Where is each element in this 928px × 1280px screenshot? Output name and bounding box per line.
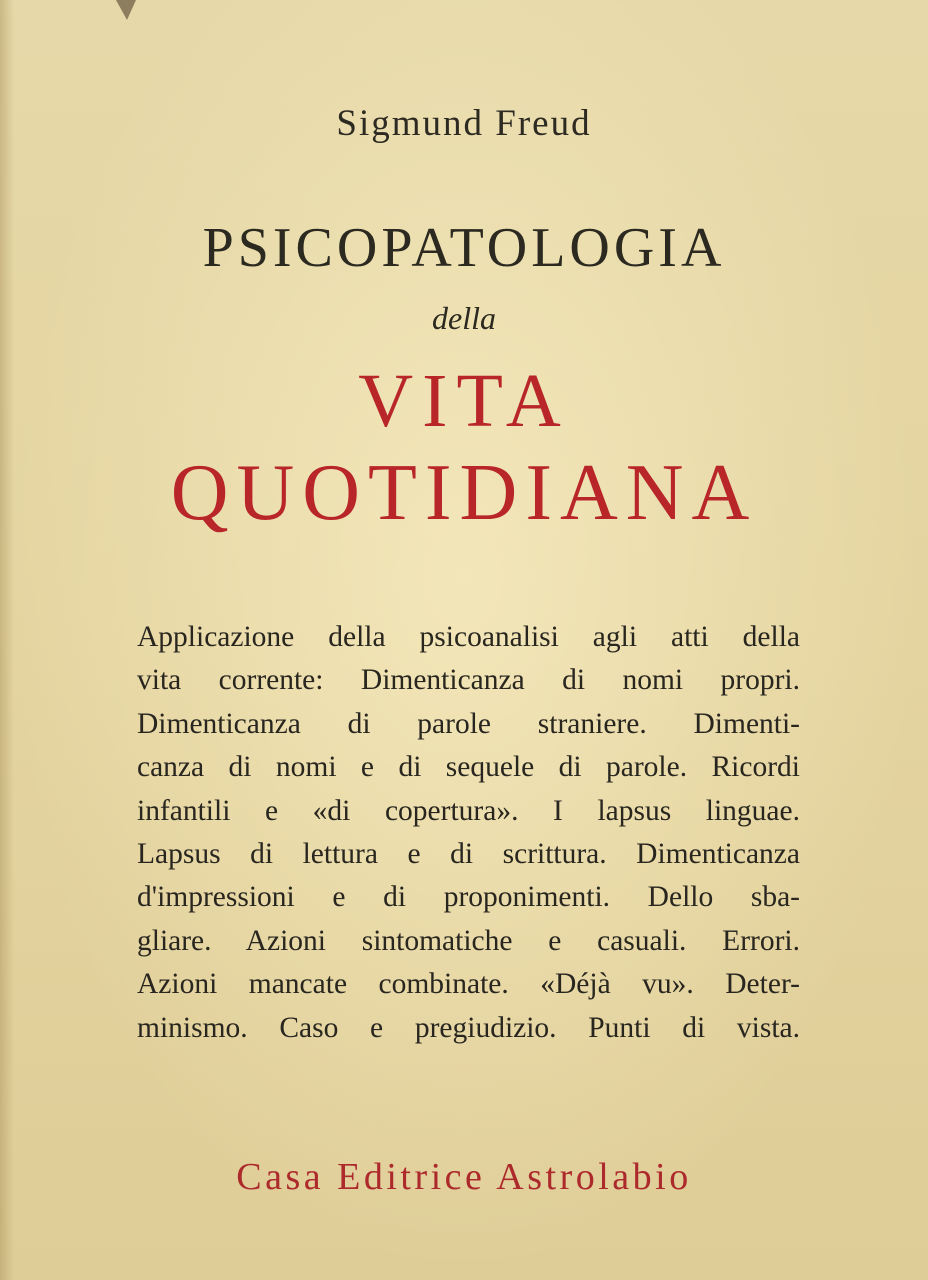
cover-description — [137, 616, 800, 1050]
description-line: Azioni mancate combinate. «Déjà vu». Deter- — [137, 968, 800, 1001]
title-quotidiana: QUOTIDIANA — [170, 449, 758, 537]
description-line: infantili e «di copertura». I lapsus linguae. — [137, 794, 800, 827]
description-line: Dimenticanza di parole straniere. Dimenti- — [137, 707, 800, 740]
description-line: gliare. Azioni sintomatiche e casuali. Errori. — [137, 924, 800, 957]
description-line: canza di nomi e di sequele di parole. Ricordi — [137, 751, 800, 784]
description-line: minismo. Caso e pregiudizio. Punti di vista. — [137, 1011, 800, 1044]
author-name: Sigmund Freud — [336, 103, 592, 144]
torn-corner-mark — [112, 0, 140, 22]
description-line: d'impressioni e di proponimenti. Dello sba- — [137, 881, 800, 914]
description-line: Lapsus di lettura e di scrittura. Dimenticanza — [137, 838, 800, 871]
description-line: Applicazione della psicoanalisi agli atti della — [137, 621, 800, 653]
title-psicopatologia: PSICOPATOLOGIA — [202, 217, 726, 279]
title-vita: VITA — [358, 359, 570, 443]
title-della: della — [432, 300, 496, 336]
cover-edge-wear — [0, 0, 14, 1280]
publisher-name: Casa Editrice Astrolabio — [236, 1156, 692, 1198]
description-line: vita corrente: Dimenticanza di nomi propri. — [137, 664, 800, 697]
